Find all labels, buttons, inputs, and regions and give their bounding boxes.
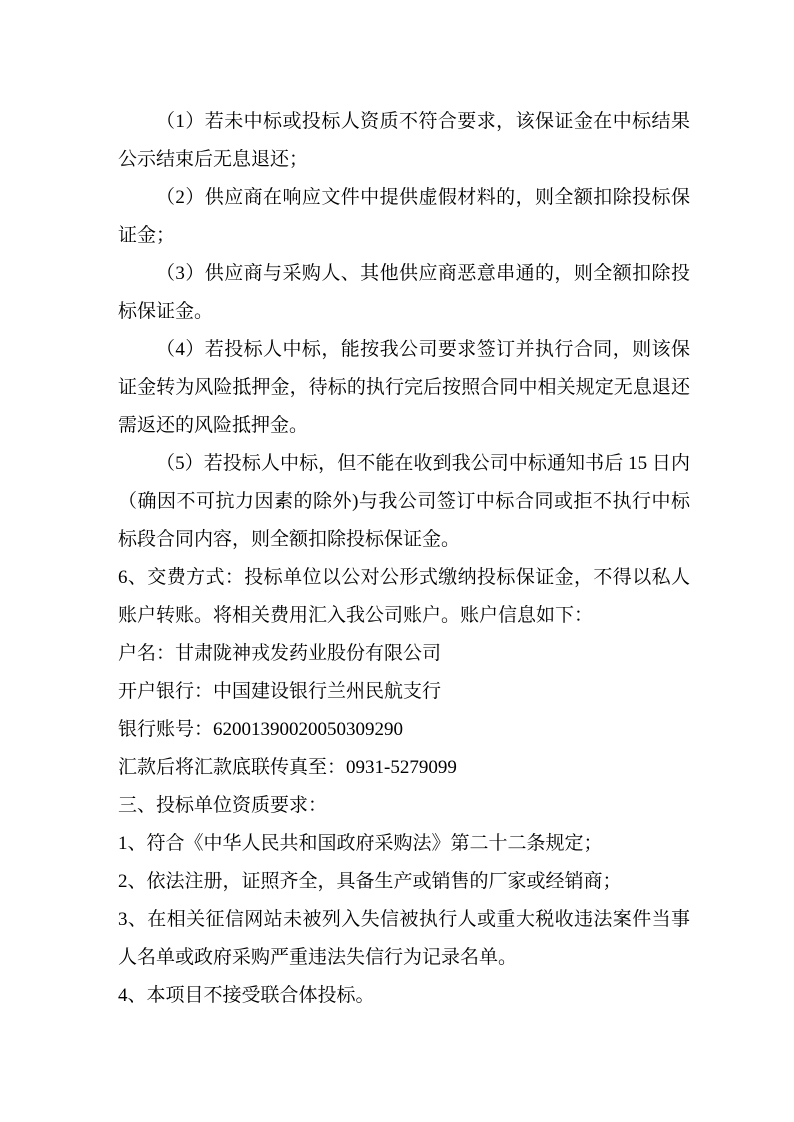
doc-line: 人名单或政府采购严重违法失信行为记录名单。 <box>118 947 518 968</box>
doc-line: 标保证金。 <box>118 301 214 322</box>
doc-line: （2）供应商在响应文件中提供虚假材料的，则全额扣除投标保 <box>156 187 690 208</box>
doc-line: 银行账号：62001390020050309290 <box>118 719 404 740</box>
doc-line: 三、投标单位资质要求： <box>118 795 328 816</box>
doc-line: （确因不可抗力因素的除外)与我公司签订中标合同或拒不执行中标 <box>118 491 690 512</box>
doc-line: 需返还的风险抵押金。 <box>118 415 309 436</box>
doc-line: 2、依法注册，证照齐全，具备生产或销售的厂家或经销商； <box>118 871 622 892</box>
doc-line: （3）供应商与采购人、其他供应商恶意串通的，则全额扣除投 <box>156 263 690 284</box>
doc-line: 6、交费方式：投标单位以公对公形式缴纳投标保证金，不得以私人 <box>118 567 690 588</box>
doc-line: 3、在相关征信网站未被列入失信被执行人或重大税收违法案件当事 <box>118 909 690 930</box>
document-body <box>118 103 690 1015</box>
doc-line: 账户转账。将相关费用汇入我公司账户。账户信息如下： <box>118 605 594 626</box>
doc-line: 证金； <box>118 225 176 246</box>
doc-line: （5）若投标人中标，但不能在收到我公司中标通知书后 15 日内 <box>156 453 690 474</box>
doc-line: 证金转为风险抵押金，待标的执行完后按照合同中相关规定无息退还 <box>118 377 690 398</box>
doc-line: 公示结束后无息退还； <box>118 149 309 170</box>
doc-line: 1、符合《中华人民共和国政府采购法》第二十二条规定； <box>118 833 603 854</box>
doc-line: 4、本项目不接受联合体投标。 <box>118 985 375 1006</box>
doc-line: 汇款后将汇款底联传真至：0931-5279099 <box>118 757 457 778</box>
doc-line: （4）若投标人中标，能按我公司要求签订并执行合同，则该保 <box>156 339 690 360</box>
doc-line: 户名：甘肃陇神戎发药业股份有限公司 <box>118 643 442 664</box>
doc-line: 开户银行：中国建设银行兰州民航支行 <box>118 681 442 702</box>
doc-line: 标段合同内容，则全额扣除投标保证金。 <box>118 529 461 550</box>
doc-line: （1）若未中标或投标人资质不符合要求，该保证金在中标结果 <box>156 111 690 132</box>
